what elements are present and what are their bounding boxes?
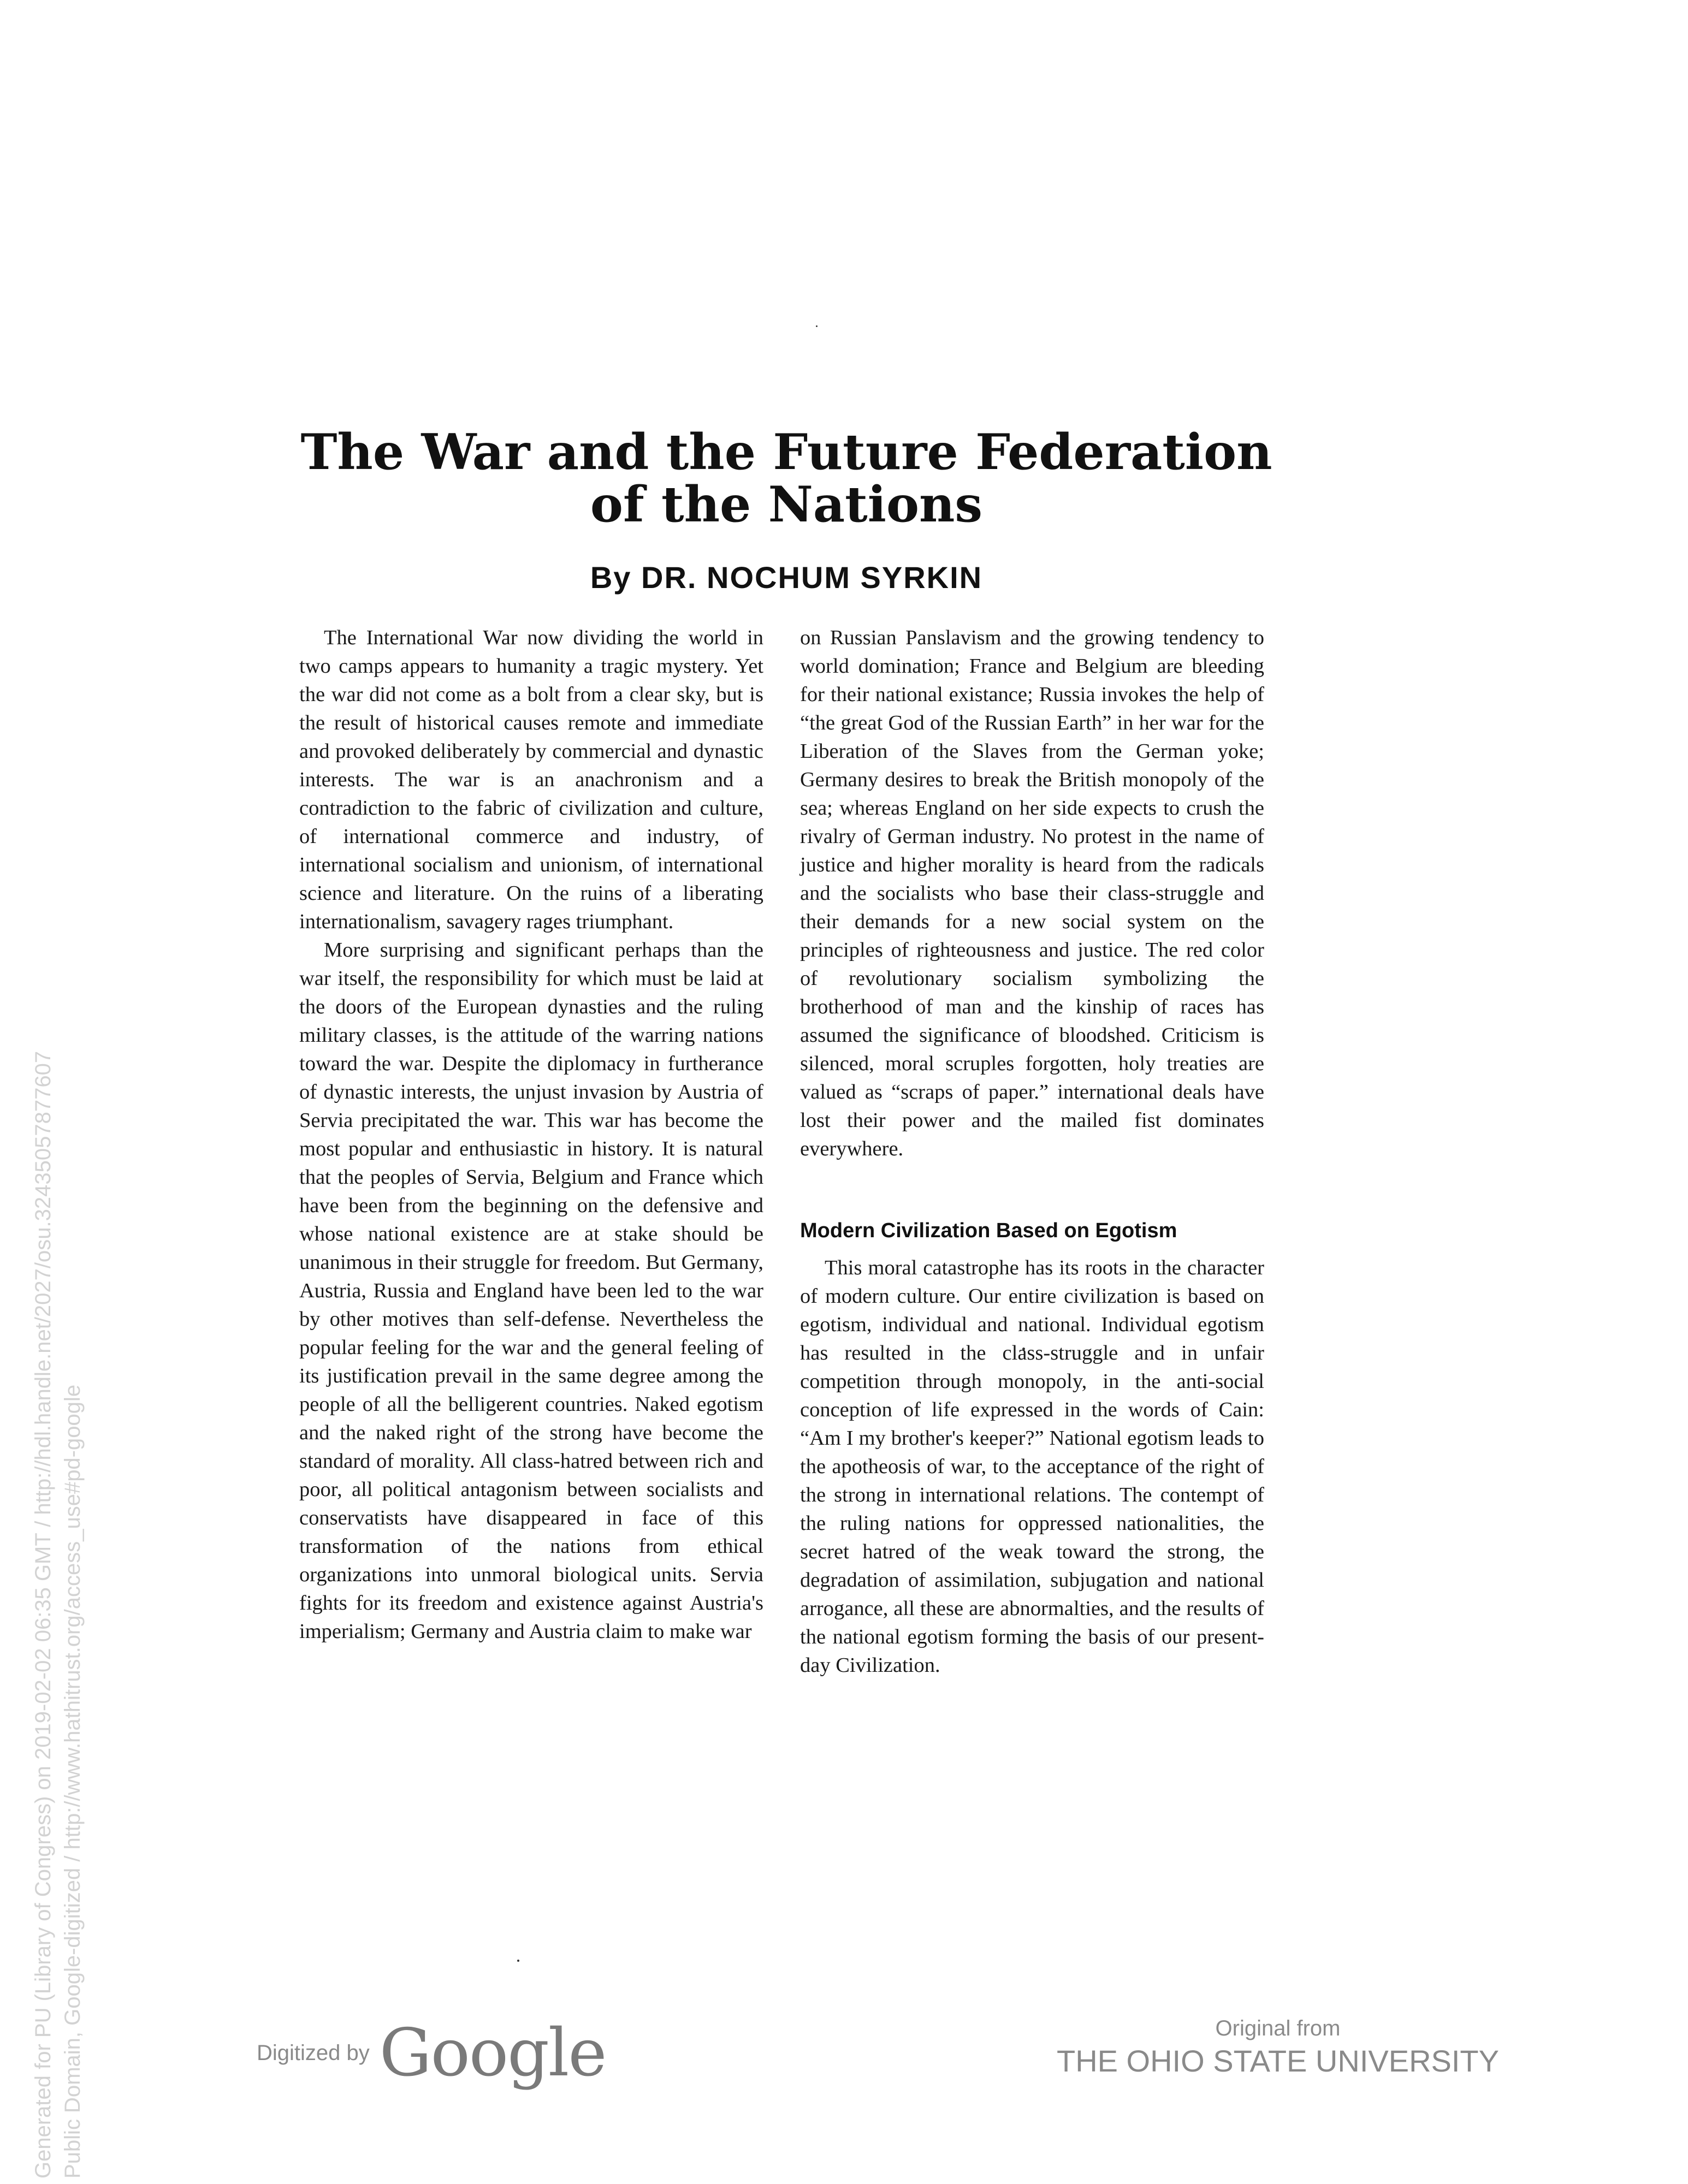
scan-speck xyxy=(816,325,818,327)
google-logo-icon: Google xyxy=(379,2015,606,2091)
digitized-label: Digitized by xyxy=(257,2040,370,2065)
scan-speck xyxy=(517,1960,519,1962)
section-heading: Modern Civilization Based on Egotism xyxy=(800,1219,1177,1242)
article-byline: By DR. NOCHUM SYRKIN xyxy=(590,560,983,595)
article-title: The War and the Future Federation of the Nations xyxy=(300,423,1272,533)
original-label: Original from xyxy=(1215,2016,1341,2040)
watermark-line: Public Domain, Google-digitized / http://www.hathitrust.org/access_use#pd-google xyxy=(61,1384,85,2179)
paragraph: This moral catastrophe has its roots in the character of modern culture. Our entire civilization is based on egotism, individual and national. Individual egotism has resulted in the class-struggle and in unfair competition through monopoly, in the anti-social conception of life expressed in the words of Cain: “Am I my brother's keeper?” National egotism leads to the apotheosis of war, to the acceptance of the right of the strong in international relations. The contempt of the ruling nations for oppressed nationalities, the secret hatred of the weak toward the strong, the degradation of assimilation, subjugation and national arrogance, all these are abnormalties, and the results of the national egotism forming the basis of our present-day Civilization. xyxy=(800,1256,1264,1677)
paragraph: The International War now dividing the world in two camps appears to humanity a tragic mystery. Yet the war did not come as a bolt from a clear sky, but is the result of historical causes remote and immediate and provoked deliberately by commercial and dynastic interests. The war is an anachronism and a contradiction to the fabric of civilization and culture, of international commerce and industry, of international socialism and unionism, of international science and literature. On the ruins of a liberating internationalism, savagery rages triumphant. xyxy=(299,626,763,933)
paragraph: on Russian Panslavism and the growing tendency to world domination; France and Belgium are bleeding for their national existance; Russia invokes the help of “the great God of the Russian Earth” in her war for the Liberation of the Slaves from the German yoke; Germany desires to break the British monopoly of the sea; whereas England on her side expects to crush the rivalry of German industry. No protest in the name of justice and higher morality is heard from the radicals and the socialists who base their class-struggle and their demands for a new social system on the principles of righteousness and justice. The red color of revolutionary socialism symbolizing the brotherhood of man and the kinship of races has assumed the significance of bloodshed. Criticism is silenced, moral scruples forgotten, holy treaties are valued as “scraps of paper.” international deals have lost their power and the mailed fist dominates everywhere. xyxy=(800,626,1264,1160)
column-right xyxy=(800,624,1264,1679)
paragraph: More surprising and significant perhaps than the war itself, the responsibility for which must be laid at the doors of the European dynasties and the ruling military classes, is the attitude of the warring nations toward the war. Despite the diplomacy in furtherance of dynastic interests, the unjust invasion by Austria of Servia precipitated the war. This war has become the most popular and enthusiastic in history. It is natural that the peoples of Servia, Belgium and France which have been from the beginning on the defensive and whose national existence are at stake should be unanimous in their struggle for freedom. But Germany, Austria, Russia and England have been led to the war by other motives than self-defense. Nevertheless the popular feeling for the war and the general feeling of its justification prevail in the same degree among the people of all the belligerent countries. Naked egotism and the naked right of the strong have become the standard of morality. All class-hatred between rich and poor, all political antagonism between socialists and conservatists have disappeared in face of this transformation of the nations from ethical organizations into unmoral biological units. Servia fights for its freedom and existence against Austria's imperialism; Germany and Austria claim to make war xyxy=(299,939,763,1643)
column-left xyxy=(299,624,763,1646)
hathitrust-watermark xyxy=(28,814,87,2179)
watermark-line: Generated for PU (Library of Congress) on 2019-02-02 06:35 GMT / http://hdl.handle.net/2027/osu.32435057877607 xyxy=(31,1051,55,2179)
original-institution: THE OHIO STATE UNIVERSITY xyxy=(1056,2044,1499,2078)
original-source xyxy=(1038,2015,1518,2080)
digitized-by-google xyxy=(257,2015,606,2091)
